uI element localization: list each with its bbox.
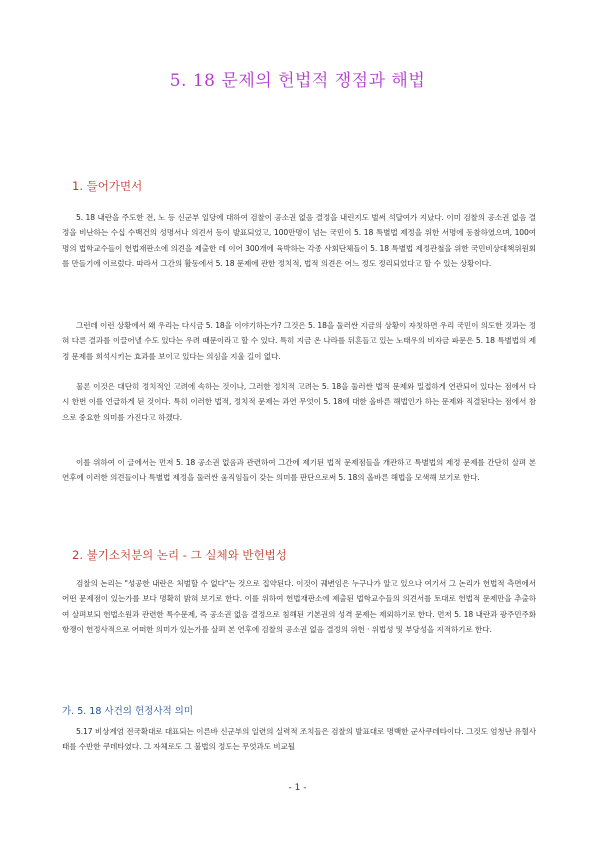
section-2-heading: 2. 불기소처분의 논리 - 그 실체와 반헌법성 bbox=[72, 548, 287, 562]
section-1-paragraph-3: 물론 이것은 대단히 정치적인 고려에 속하는 것이나, 그러한 정치적 고려는 5. 18을 둘러싼 법적 문제와 밀접하게 연관되어 있다는 점에서 다시 한번 이를 언급하게 된 것이다. 특히 이러한 법적, 정치적 문제는 과연 무엇이 5. 18에 대한 올바른 해법인가 하는 문제와 직결된다는 점에서 참으로 중요한 의미를 가진다고 하겠다. bbox=[62, 382, 536, 422]
section-1-paragraph-2: 그런데 이런 상황에서 왜 우리는 다시금 5. 18을 이야기하는가? 그것은 5. 18을 둘러싼 지금의 상황이 자칫하면 우리 국민이 의도한 것과는 정혀 다른 결과를 이끌어낼 수도 있다는 우려 때문이라고 할 수 있다. 특히 지금 온 나라를 뒤흔들고 있는 노태우의 비자금 파문은 5. 18 특별법의 제정 문제를 희석시키는 효과를 보이고 있다는 의심을 지울 길이 없다. bbox=[62, 321, 536, 361]
document-title: 5. 18 문제의 헌법적 쟁점과 해법 bbox=[169, 71, 426, 91]
section-2-subheading: 가. 5. 18 사건의 헌정사적 의미 bbox=[62, 706, 194, 717]
section-2-paragraph-1: 검찰의 논리는 "성공한 내란은 처벌할 수 없다"는 것으로 집약된다. 이것이 궤변임은 누구나가 알고 있으나 여기서 그 논리가 헌법적 측면에서 어떤 문제점이 있는가를 보다 명확히 밝혀 보기로 한다. 이를 위하여 헌법재판소에 제출된 법학교수들의 의견서를 토대로 헌법적 문제만을 추출하여 살펴보되 헌법소원과 관련한 특수문제, 즉 공소권 없음 결정으로 침해된 기본권의 성격 문제는 제외하기로 한다. 먼저 5. 18 내란과 광주민주화항쟁이 헌정사적으로 어떠한 의미가 있는가를 살펴 본 연후에 검찰의 공소권 없음 결정의 위헌 · 위법성 및 부당성을 지적하기로 한다. bbox=[62, 579, 536, 635]
page-number: - 1 - bbox=[288, 783, 307, 793]
section-1-paragraph-1: 5. 18 내란을 주도한 전, 노 등 신군부 일당에 대하여 검찰이 공소권 없음 결정을 내린지도 벌써 석달여가 지났다. 이미 검찰의 공소권 없음 결정을 비난하는 수십 수백건의 성명서나 의견서 등이 발표되었고, 100만명이 넘는 국민이 5. 18 특별법 제정을 위한 서명에 동참하였으며, 100여명의 법학교수들이 헌법재판소에 의견을 제출한 데 이어 300개에 육박하는 각종 사회단체들이 5. 18 특별법 제정관철을 위한 국민비상대책위원회를 만들기에 이르렀다. 따라서 그간의 활동에서 5. 18 문제에 관한 정치적, 법적 의견은 어느 정도 정리되었다고 할 수 있는 상황이다. bbox=[62, 213, 536, 269]
section-2-sub-paragraph-1: 5.17 비상계엄 전국확대로 대표되는 이른바 신군부의 일련의 실력적 조치들은 검찰의 발표대로 명백한 군사쿠데타이다. 그것도 엄청난 유혈사태를 수반한 쿠데타였다. 그 자체로도 그 불법의 정도는 무엇과도 비교될 bbox=[62, 727, 536, 752]
section-1-paragraph-4: 이를 위하여 이 글에서는 먼저 5. 18 공소권 없음과 관련하여 그간에 제기된 법적 문제점들을 개관하고 특별법의 제정 문제를 간단히 살펴 본 연후에 이러한 의견들이나 특별법 제정을 둘러싼 움직임들이 갖는 의미를 판단으로써 5. 18의 올바른 해법을 모색해 보기로 한다. bbox=[62, 458, 536, 483]
section-1-heading: 1. 들어가면서 bbox=[72, 179, 143, 193]
